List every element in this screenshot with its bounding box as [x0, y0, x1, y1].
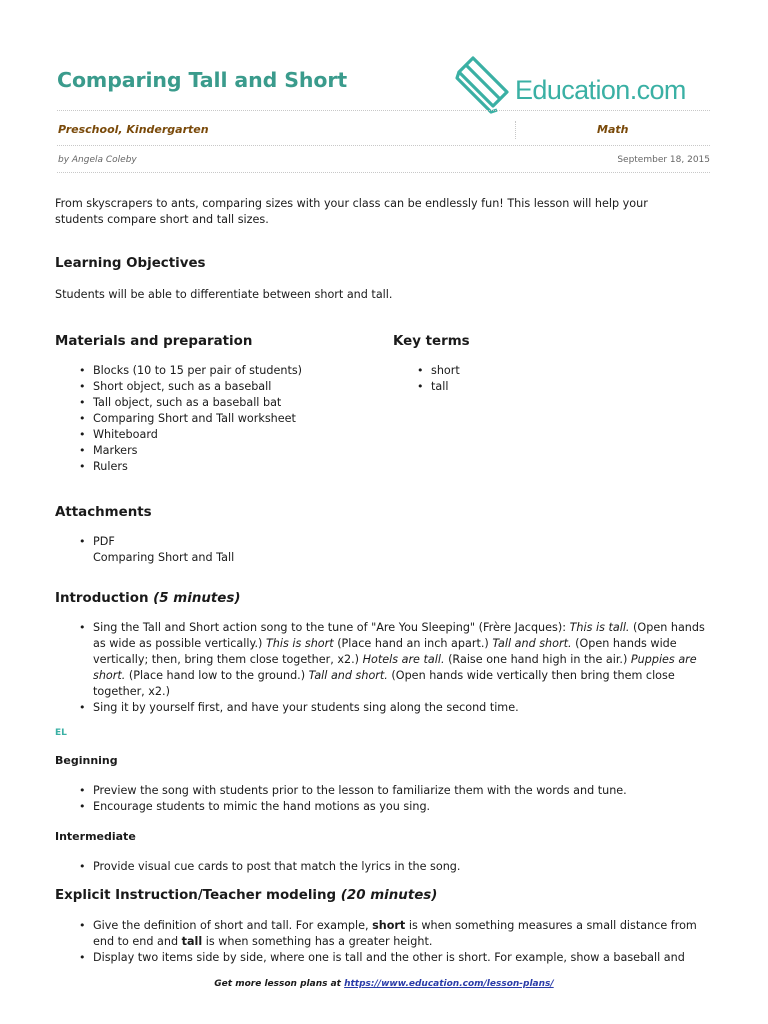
list-item: • Preview the song with students prior to the lesson to familiarize them with the words and tune.	[76, 783, 716, 799]
material-item: • Markers	[76, 443, 376, 459]
subject: Math	[597, 123, 629, 136]
footer-text: Get more lesson plans at	[214, 979, 345, 989]
introduction-duration: (5 minutes)	[153, 591, 241, 606]
list-item: • Encourage students to mimic the hand motions as you sing.	[76, 799, 716, 815]
author: by Angela Coleby	[58, 155, 137, 165]
key-terms-list	[414, 363, 614, 395]
grade-levels: Preschool, Kindergarten	[58, 123, 209, 136]
material-item: • Tall object, such as a baseball bat	[76, 395, 376, 411]
explicit-instruction-heading	[55, 888, 437, 903]
attachment-item[interactable]	[76, 534, 376, 566]
list-item: • Give the definition of short and tall. For example, short is when something measures a small distance from end to end and tall is when something has a greater height.	[76, 918, 716, 950]
meta-divider	[57, 145, 710, 146]
material-item: • Whiteboard	[76, 427, 376, 443]
explicit-instruction-duration: (20 minutes)	[340, 888, 438, 903]
intermediate-heading: Intermediate	[55, 830, 136, 843]
publish-date: September 18, 2015	[617, 155, 710, 165]
pencil-logo-icon	[455, 56, 517, 114]
education-logo[interactable]	[455, 56, 715, 114]
attachments-list	[76, 534, 376, 566]
meta-separator	[515, 121, 516, 139]
beginning-list	[76, 783, 716, 815]
key-term-item: • tall	[414, 379, 614, 395]
material-item: • Rulers	[76, 459, 376, 475]
beginning-heading: Beginning	[55, 754, 118, 767]
list-item: • Sing it by yourself first, and have your students sing along the second time.	[76, 700, 716, 716]
header-divider	[57, 110, 710, 111]
explicit-instruction-list	[76, 918, 716, 966]
key-terms-heading: Key terms	[393, 334, 470, 349]
footer	[0, 979, 768, 989]
materials-list	[76, 363, 376, 475]
learning-objectives-heading: Learning Objectives	[55, 256, 206, 271]
lesson-plans-link[interactable]: https://www.education.com/lesson-plans/	[344, 979, 554, 989]
material-item: • Comparing Short and Tall worksheet	[76, 411, 376, 427]
list-item: • Provide visual cue cards to post that match the lyrics in the song.	[76, 859, 716, 875]
material-item: • Short object, such as a baseball	[76, 379, 376, 395]
introduction-heading	[55, 591, 240, 606]
key-term-item: • short	[414, 363, 614, 379]
material-item: • Blocks (10 to 15 per pair of students)	[76, 363, 376, 379]
attachment-name: Comparing Short and Tall	[93, 551, 235, 564]
logo-text: Education.com	[515, 75, 686, 105]
list-item: • Display two items side by side, where one is tall and the other is short. For example, show a baseball and	[76, 950, 716, 966]
byline-divider	[57, 172, 710, 173]
page-title: Comparing Tall and Short	[57, 68, 348, 92]
list-item: • Sing the Tall and Short action song to the tune of "Are You Sleeping" (Frère Jacques): This is tall. (Open hands as wide as possible vertically.) This is short (Place hand an inch apart.) Tall and short. (Open hands wide vertically; then, bring them close together, x2.) Hotels are tall. (Raise one hand high in the air.) Puppies are short. (Place hand low to the ground.) Tall and short. (Open hands wide vertically then bring them close together, x2.)	[76, 620, 716, 700]
explicit-instruction-title: Explicit Instruction/Teacher modeling	[55, 888, 337, 903]
materials-heading: Materials and preparation	[55, 334, 253, 349]
introduction-title: Introduction	[55, 591, 149, 606]
introduction-list	[76, 620, 716, 716]
el-tag: EL	[55, 728, 67, 738]
intro-paragraph: From skyscrapers to ants, comparing sizes with your class can be endlessly fun! This lesson will help your students compare short and tall sizes.	[55, 197, 648, 226]
learning-objectives-text: Students will be able to differentiate between short and tall.	[55, 288, 393, 301]
attachments-heading: Attachments	[55, 505, 152, 520]
intermediate-list	[76, 859, 716, 875]
attachment-type: • PDF	[93, 535, 115, 548]
